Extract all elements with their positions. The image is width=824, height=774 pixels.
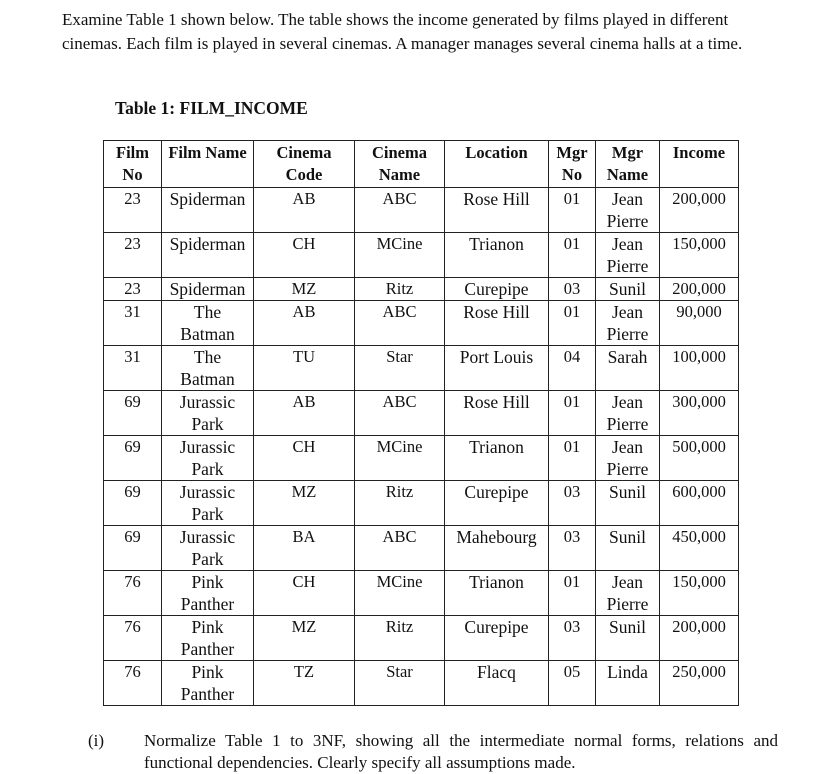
table-row [104,391,739,436]
cell-mgr-name: Sunil [596,616,660,661]
cell-cinema-name: ABC [355,188,445,233]
cell-mgr-no: 01 [549,188,596,233]
cell-cinema-name: Star [355,661,445,706]
table-row [104,188,739,233]
cell-cinema-code: CH [254,233,355,278]
cell-location: Flacq [445,661,549,706]
header-film-name: Film Name [162,141,254,188]
cell-film-name: Pink Panther [162,616,254,661]
cell-mgr-name: Jean Pierre [596,436,660,481]
cell-income: 100,000 [660,346,739,391]
table-row [104,661,739,706]
cell-mgr-name: Jean Pierre [596,301,660,346]
cell-mgr-no: 01 [549,233,596,278]
cell-location: Port Louis [445,346,549,391]
cell-mgr-no: 01 [549,571,596,616]
cell-location: Curepipe [445,616,549,661]
cell-mgr-no: 03 [549,481,596,526]
cell-location: Trianon [445,571,549,616]
cell-cinema-code: AB [254,188,355,233]
cell-mgr-no: 03 [549,526,596,571]
cell-location: Trianon [445,233,549,278]
question-text: Normalize Table 1 to 3NF, showing all the intermediate normal forms, relations and functional dependencies. Clearly specify all assumptions made. [144,731,778,772]
cell-mgr-name: Jean Pierre [596,571,660,616]
header-mgr-name: Mgr Name [596,141,660,188]
header-location: Location [445,141,549,188]
cell-film-no: 76 [104,616,162,661]
cell-location: Rose Hill [445,391,549,436]
cell-film-no: 76 [104,571,162,616]
cell-mgr-no: 01 [549,436,596,481]
table-row [104,436,739,481]
cell-income: 200,000 [660,616,739,661]
intro-paragraph: Examine Table 1 shown below. The table shows the income generated by films played in different cinemas. Each film is played in several cinemas. A manager manages several cinema halls at a time. [62,10,743,53]
cell-film-name: Spiderman [162,278,254,301]
cell-cinema-name: MCine [355,571,445,616]
cell-location: Mahebourg [445,526,549,571]
cell-cinema-code: CH [254,571,355,616]
cell-location: Trianon [445,436,549,481]
table-row [104,481,739,526]
cell-cinema-name: ABC [355,301,445,346]
cell-film-name: Jurassic Park [162,526,254,571]
table-row [104,233,739,278]
cell-location: Rose Hill [445,301,549,346]
cell-cinema-code: AB [254,391,355,436]
cell-cinema-name: Ritz [355,278,445,301]
cell-cinema-name: ABC [355,391,445,436]
cell-cinema-name: MCine [355,436,445,481]
cell-income: 90,000 [660,301,739,346]
cell-mgr-no: 03 [549,616,596,661]
cell-income: 150,000 [660,571,739,616]
cell-cinema-code: MZ [254,616,355,661]
cell-cinema-name: Ritz [355,481,445,526]
cell-film-name: Jurassic Park [162,391,254,436]
table-row [104,278,739,301]
cell-mgr-name: Jean Pierre [596,391,660,436]
cell-location: Rose Hill [445,188,549,233]
cell-mgr-no: 05 [549,661,596,706]
cell-income: 250,000 [660,661,739,706]
cell-cinema-name: Ritz [355,616,445,661]
cell-film-no: 69 [104,481,162,526]
table-caption: Table 1: FILM_INCOME [115,98,308,118]
header-cinema-name: Cinema Name [355,141,445,188]
cell-income: 300,000 [660,391,739,436]
cell-mgr-name: Sunil [596,481,660,526]
cell-film-no: 23 [104,233,162,278]
cell-income: 150,000 [660,233,739,278]
table-row [104,616,739,661]
cell-film-name: Spiderman [162,188,254,233]
header-cinema-code: Cinema Code [254,141,355,188]
header-film-no: Film No [104,141,162,188]
cell-film-no: 69 [104,391,162,436]
cell-cinema-code: MZ [254,481,355,526]
cell-mgr-name: Jean Pierre [596,188,660,233]
film-income-table [103,140,739,706]
cell-film-no: 69 [104,526,162,571]
cell-location: Curepipe [445,278,549,301]
cell-film-name: Pink Panther [162,661,254,706]
cell-income: 200,000 [660,278,739,301]
cell-income: 500,000 [660,436,739,481]
cell-film-no: 31 [104,301,162,346]
table-row [104,346,739,391]
cell-cinema-code: AB [254,301,355,346]
cell-cinema-code: MZ [254,278,355,301]
cell-film-name: Jurassic Park [162,436,254,481]
header-income: Income [660,141,739,188]
cell-income: 600,000 [660,481,739,526]
cell-cinema-code: TZ [254,661,355,706]
cell-cinema-code: TU [254,346,355,391]
header-mgr-no: Mgr No [549,141,596,188]
cell-mgr-name: Sarah [596,346,660,391]
cell-film-name: The Batman [162,346,254,391]
cell-mgr-name: Jean Pierre [596,233,660,278]
table-body [104,188,739,706]
cell-mgr-name: Linda [596,661,660,706]
cell-mgr-no: 04 [549,346,596,391]
cell-film-no: 23 [104,188,162,233]
cell-mgr-no: 01 [549,391,596,436]
table-row [104,301,739,346]
cell-cinema-name: Star [355,346,445,391]
cell-film-no: 69 [104,436,162,481]
cell-mgr-name: Sunil [596,526,660,571]
cell-income: 450,000 [660,526,739,571]
question-number: (i) [88,731,105,750]
cell-cinema-code: CH [254,436,355,481]
cell-cinema-name: ABC [355,526,445,571]
cell-mgr-no: 03 [549,278,596,301]
cell-film-name: Pink Panther [162,571,254,616]
cell-cinema-code: BA [254,526,355,571]
table-row [104,571,739,616]
cell-film-no: 76 [104,661,162,706]
cell-location: Curepipe [445,481,549,526]
cell-cinema-name: MCine [355,233,445,278]
table-row [104,526,739,571]
cell-film-no: 23 [104,278,162,301]
table-header-row [104,141,739,188]
cell-mgr-name: Sunil [596,278,660,301]
cell-film-name: Spiderman [162,233,254,278]
cell-mgr-no: 01 [549,301,596,346]
cell-film-name: The Batman [162,301,254,346]
cell-film-no: 31 [104,346,162,391]
cell-income: 200,000 [660,188,739,233]
cell-film-name: Jurassic Park [162,481,254,526]
